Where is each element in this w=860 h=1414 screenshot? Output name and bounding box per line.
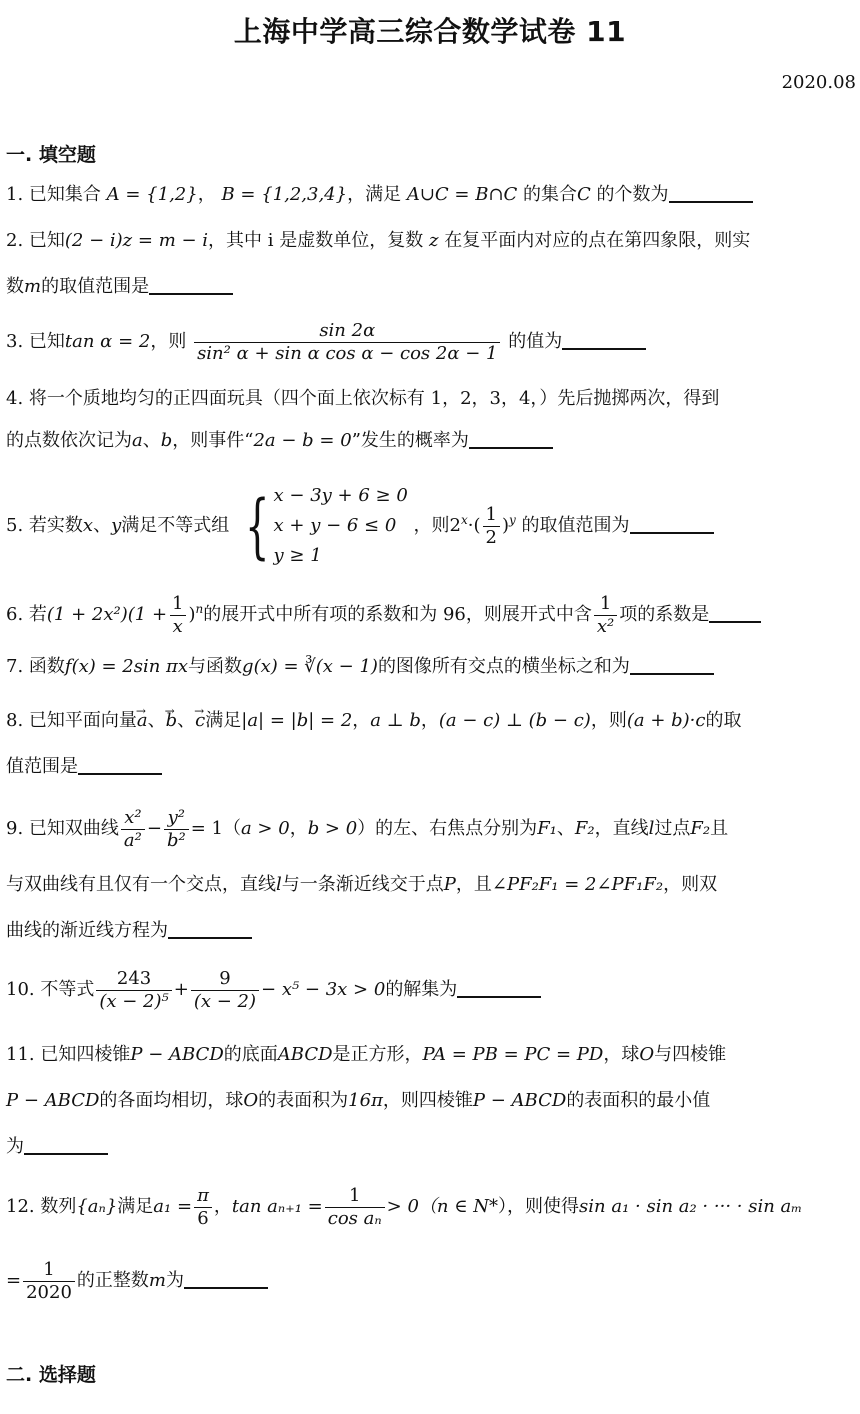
- question-11: 11. 已知四棱锥P − ABCD的底面ABCD是正方形，PA = PB = PC = PD，球O与四棱锥: [6, 1044, 727, 1065]
- answer-blank-11[interactable]: [24, 1135, 108, 1155]
- question-11-cont2: 为: [6, 1134, 856, 1160]
- question-4: 4. 将一个质地均匀的正四面玩具（四个面上依次标有 1，2，3，4，）先后抛掷两次，得到: [6, 388, 720, 409]
- question-11-cont: P − ABCD的各面均相切，球O的表面积为16π，则四棱锥P − ABCD的表面积的最小值: [6, 1090, 711, 1111]
- inequality-system: { x − 3y + 6 ≥ 0 x + y − 6 ≤ 0 y ≥ 1: [244, 485, 408, 567]
- fraction: $\frac{\sin 2\alpha}{\text{sin² α + sin α cos α − cos 2α − 1}}$: [194, 320, 500, 365]
- section-fill-in-heading: 一. 填空题: [6, 144, 96, 166]
- question-5: 5. 若实数x、y满足不等式组 { x − 3y + 6 ≥ 0 x + y − 6 ≤ 0 y ≥ 1 ，则$2^x\cdot$( $\frac{1}{2}$ )$^y$ 的取值范围为: [6, 470, 856, 576]
- answer-blank-5[interactable]: [630, 514, 714, 534]
- question-12-cont: = $\frac{1}{2020}$ 的正整数m为: [6, 1252, 856, 1310]
- question-8: 8. 已知平面向量→ a、→ b、→ c满足|a| = |b| = 2，a ⊥ b，(a − c) ⊥ (b − c)，则(a + b)·c的取: [6, 708, 856, 734]
- answer-blank-6[interactable]: [709, 603, 761, 623]
- answer-blank-12[interactable]: [184, 1269, 268, 1289]
- question-6: 6. 若(1 + 2x²)(1 + $\frac{1}{x}$ )$^n$的展开式中所有项的系数和为 96，则展开式中含 $\frac{1}{\text{x²}}$ 项的系数是: [6, 582, 856, 642]
- question-4-cont: 的点数依次记为a、b，则事件“2a − b = 0”发生的概率为: [6, 428, 856, 454]
- question-9-cont: 与双曲线有且仅有一个交点，直线l与一条渐近线交于点P，且∠PF₂F₁ = 2∠PF₁F₂，则双: [6, 874, 718, 895]
- answer-blank-8[interactable]: [78, 755, 162, 775]
- answer-blank-3[interactable]: [562, 330, 646, 350]
- answer-blank-1[interactable]: [669, 183, 753, 203]
- question-9-cont2: 曲线的渐近线方程为: [6, 918, 856, 944]
- answer-blank-7[interactable]: [630, 655, 714, 675]
- question-7: 7. 函数f(x) = 2sin πx与函数g(x) = ∛(x − 1)的图像所有交点的横坐标之和为: [6, 654, 856, 680]
- question-12: 12. 数列{aₙ}满足a₁ = $\frac{\pi}{6}$ ，tan aₙ₊₁ = $\frac{1}{\text{cos aₙ}}$ > 0（n ∈ N*），则使得sin a₁ · sin a₂ · ··· · sin aₘ: [6, 1184, 803, 1229]
- question-3: 3. 已知tan α = 2，则 $\frac{\sin 2\alpha}{\text{sin² α + sin α cos α − cos 2α − 1}}$ 的值为: [6, 312, 856, 372]
- answer-blank-9[interactable]: [168, 919, 252, 939]
- page-title: 上海中学高三综合数学试卷 11: [233, 15, 627, 48]
- question-2-cont: 数m的取值范围是: [6, 274, 856, 300]
- exam-date: 2020.08: [781, 72, 856, 93]
- question-1: 1. 已知集合 A = {1,2}， B = {1,2,3,4}，满足 A∪C = B∩C 的集合C 的个数为: [6, 182, 856, 208]
- answer-blank-2[interactable]: [149, 275, 233, 295]
- question-10: 10. 不等式 $\frac{243}{\text{(x − 2)⁵}}$ + $\frac{9}{(x - 2)}$ − x⁵ − 3x > 0的解集为: [6, 960, 856, 1020]
- section-multiple-choice-heading: 二. 选择题: [6, 1364, 96, 1386]
- question-9: 9. 已知双曲线 $\frac{\text{x²}}{\text{a²}}$ − $\frac{\text{y²}}{\text{b²}}$ = 1（a > 0，b > 0）的左、右焦点分别为F₁、F₂，直线l过点F₂且: [6, 806, 729, 851]
- answer-blank-10[interactable]: [457, 978, 541, 998]
- question-8-cont: 值范围是: [6, 754, 856, 780]
- answer-blank-4[interactable]: [469, 429, 553, 449]
- question-2: 2. 已知(2 − i)z = m − i，其中 i 是虚数单位，复数 z 在复平面内对应的点在第四象限，则实: [6, 230, 751, 251]
